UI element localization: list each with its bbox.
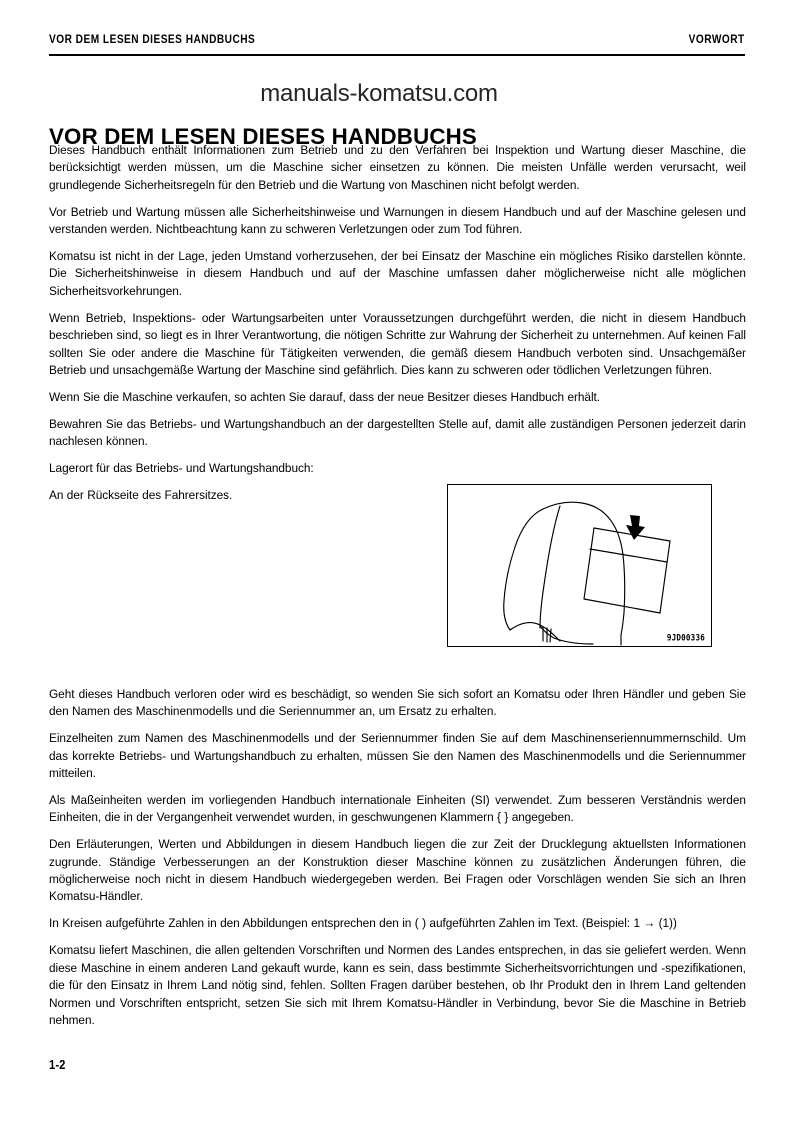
paragraph-1: Dieses Handbuch enthält Informationen zum Betrieb und zu den Verfahren bei Inspektion und Wartung dieser Maschine, die berücksichtigt werden müssen, um die Maschine sicher einsetzen zu können. Die meisten Unfälle werden verursacht, weil grundlegende Sicherheitsregeln für den Betrieb und die Wartung von Maschinen nicht befolgt werden. xyxy=(49,143,746,192)
paragraph-4: Wenn Betrieb, Inspektions- oder Wartungsarbeiten unter Voraussetzungen durchgeführt werden, die nicht in diesem Handbuch beschrieben sind, so liegt es in Ihrer Verantwortung, die nötigen Schritte zur Wahrung der Sicherheit zu unternehmen. Auf keinen Fall sollten Sie oder andere die Maschine für Tätigkeiten verwenden, die gemäß diesem Handbuch verboten sind. Unsachgemäßer Betrieb und unsachgemäße Wartung der Maschine sind gefährlich. Dies kann zu schweren oder tödlichen Verletzungen führen. xyxy=(49,310,746,377)
paragraph-12: Den Erläuterungen, Werten und Abbildungen in diesem Handbuch liegen die zur Zeit der Drucklegung aktuellsten Informationen zugrunde. Ständige Verbesserungen an der Konstruktion dieser Maschine können zu zusätzlichen Änderungen führen, die möglicherweise noch nicht in diesem Handbuch wiedergegeben werden. Bei Fragen oder Vorschlägen wenden Sie sich an Ihren Komatsu-Händler. xyxy=(49,837,746,904)
paragraph-9: Geht dieses Handbuch verloren oder wird es beschädigt, so wenden Sie sich sofort an Komatsu oder Ihren Händler und geben Sie den Namen des Maschinenmodells und die Seriennummer an, um Ersatz zu erhalten. xyxy=(49,686,746,719)
header-chapter-title: VORWORT xyxy=(688,34,745,46)
paragraph-6: Bewahren Sie das Betriebs- und Wartungshandbuch an der dargestellten Stelle auf, damit alle zuständigen Personen jederzeit darin nachlesen können. xyxy=(49,416,746,449)
paragraph-8: An der Rückseite des Fahrersitzes. xyxy=(49,488,233,502)
paragraph-11: Als Maßeinheiten werden im vorliegenden Handbuch internationale Einheiten (SI) verwendet. Zum besseren Verständnis werden Einheiten, die in der Vergangenheit verwendet wurden, in geschwungenen Klammern { } angegeben. xyxy=(49,792,746,825)
paragraph-5: Wenn Sie die Maschine verkaufen, so achten Sie darauf, dass der neue Besitzer dieses Handbuch erhält. xyxy=(49,389,601,404)
figure-seat-back-storage xyxy=(447,484,712,647)
header-section-title: VOR DEM LESEN DIESES HANDBUCHS xyxy=(49,34,256,46)
watermark-text: manuals-komatsu.com xyxy=(260,80,498,107)
paragraph-13: In Kreisen aufgeführte Zahlen in den Abbildungen entsprechen den in ( ) aufgeführten Zahlen im Text. (Beispiel: 1 → (1)) xyxy=(49,916,677,931)
page-title: VOR DEM LESEN DIESES HANDBUCHS xyxy=(49,124,477,150)
paragraph-14: Komatsu liefert Maschinen, die allen geltenden Vorschriften und Normen des Landes entsprechen, in das sie geliefert werden. Wenn diese Maschine in einem anderen Land gekauft wurde, kann es sein, dass bestimmte Sicherheitsvorrichtungen und -spezifikationen, die für den Einsatz in Ihrem Land nötig sind, fehlen. Sollten Fragen darüber bestehen, ob Ihr Produkt den in Ihrem Land geltenden Normen und Vorschriften entspricht, setzen Sie sich mit Ihrem Komatsu-Händler in Verbindung, bevor Sie die Maschine in Betrieb nehmen. xyxy=(49,943,746,1027)
header-divider-rule xyxy=(49,54,745,56)
running-header xyxy=(49,34,745,46)
paragraph-7: Lagerort für das Betriebs- und Wartungshandbuch: xyxy=(49,461,314,476)
paragraph-10: Einzelheiten zum Namen des Maschinenmodells und der Seriennummer finden Sie auf dem Maschinenseriennummernschild. Um das korrekte Betriebs- und Wartungshandbuch zu erhalten, müssen Sie den Namen des Maschinenmodells und die Seriennummer mitteilen. xyxy=(49,731,746,781)
seat-back-illustration xyxy=(448,485,712,647)
paragraph-2: Vor Betrieb und Wartung müssen alle Sicherheitshinweise und Warnungen in diesem Handbuch und auf der Maschine gelesen und verstanden werden. Nichtbeachtung kann zu schweren Verletzungen oder zum Tod führen. xyxy=(49,204,746,237)
figure-reference-code: 9JD00336 xyxy=(666,632,705,643)
paragraph-3: Komatsu ist nicht in der Lage, jeden Umstand vorherzusehen, der bei Einsatz der Maschine ein mögliches Risiko darstellen könnte. Die Sicherheitshinweise in diesem Handbuch und auf der Maschine umfassen daher möglicherweise nicht alle möglichen Sicherheitsvorkehrungen. xyxy=(49,249,746,298)
page-number: 1-2 xyxy=(49,1058,66,1072)
